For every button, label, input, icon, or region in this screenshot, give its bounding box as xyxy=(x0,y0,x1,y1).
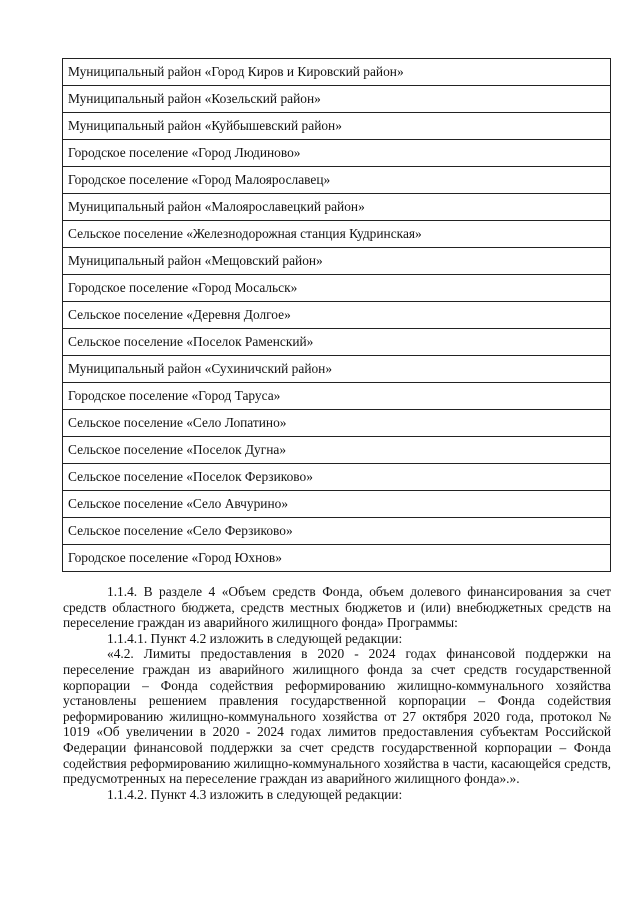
table-cell: Городское поселение «Город Людиново» xyxy=(63,140,611,167)
table-cell: Сельское поселение «Железнодорожная станция Кудринская» xyxy=(63,221,611,248)
table-row xyxy=(63,248,611,275)
table-cell: Сельское поселение «Село Лопатино» xyxy=(63,410,611,437)
table-cell: Муниципальный район «Мещовский район» xyxy=(63,248,611,275)
table-cell: Сельское поселение «Село Ферзиково» xyxy=(63,518,611,545)
document-body xyxy=(63,584,611,802)
table-row xyxy=(63,518,611,545)
table-cell: Сельское поселение «Поселок Раменский» xyxy=(63,329,611,356)
table-cell: Городское поселение «Город Юхнов» xyxy=(63,545,611,572)
table-row xyxy=(63,167,611,194)
table-cell: Муниципальный район «Куйбышевский район» xyxy=(63,113,611,140)
paragraph-1-1-4: 1.1.4. В разделе 4 «Объем средств Фонда, объем долевого финансирования за счет средств областного бюджета, средств местных бюджетов и (или) внебюджетных средств на переселение граждан из аварийного жилищного фонда» Программы: xyxy=(63,584,611,631)
table-cell: Городское поселение «Город Таруса» xyxy=(63,383,611,410)
table-row xyxy=(63,86,611,113)
table-cell: Муниципальный район «Город Киров и Кировский район» xyxy=(63,59,611,86)
municipality-table xyxy=(62,58,611,572)
table-cell: Сельское поселение «Поселок Ферзиково» xyxy=(63,464,611,491)
paragraph-4-2: «4.2. Лимиты предоставления в 2020 - 2024 годах финансовой поддержки на переселение граждан из аварийного жилищного фонда за счет средств государственной корпорации – Фонда содействия реформированию жилищно-коммунального хозяйства установлены решением правления государственной корпорации – Фонда содействия реформированию жилищно-коммунального хозяйства от 27 октября 2020 года, протокол № 1019 «Об увеличении в 2020 - 2024 годах лимитов предоставления субъектам Российской Федерации финансовой поддержки за счет средств государственной корпорации – Фонда содействия реформированию жилищно-коммунального хозяйства в части, касающейся средств, предусмотренных на переселение граждан из аварийного жилищного фонда».». xyxy=(63,646,611,787)
table-cell: Муниципальный район «Малоярославецкий район» xyxy=(63,194,611,221)
table-row xyxy=(63,491,611,518)
table-cell: Муниципальный район «Козельский район» xyxy=(63,86,611,113)
table-row xyxy=(63,410,611,437)
table-row xyxy=(63,383,611,410)
table-cell: Сельское поселение «Поселок Дугна» xyxy=(63,437,611,464)
table-row xyxy=(63,59,611,86)
table-cell: Муниципальный район «Сухиничский район» xyxy=(63,356,611,383)
paragraph-1-1-4-1: 1.1.4.1. Пункт 4.2 изложить в следующей редакции: xyxy=(107,630,403,646)
table-cell: Городское поселение «Город Мосальск» xyxy=(63,275,611,302)
paragraph-1-1-4-2: 1.1.4.2. Пункт 4.3 изложить в следующей редакции: xyxy=(107,786,403,802)
table-cell: Сельское поселение «Село Авчурино» xyxy=(63,491,611,518)
table-row xyxy=(63,194,611,221)
table-row xyxy=(63,221,611,248)
table-cell: Городское поселение «Город Малоярославец» xyxy=(63,167,611,194)
table-row xyxy=(63,275,611,302)
table-row xyxy=(63,140,611,167)
table-row xyxy=(63,437,611,464)
table-row xyxy=(63,113,611,140)
table-row xyxy=(63,302,611,329)
table-row xyxy=(63,356,611,383)
table-cell: Сельское поселение «Деревня Долгое» xyxy=(63,302,611,329)
table-row xyxy=(63,545,611,572)
municipality-table-body xyxy=(63,59,611,572)
table-row xyxy=(63,329,611,356)
table-row xyxy=(63,464,611,491)
